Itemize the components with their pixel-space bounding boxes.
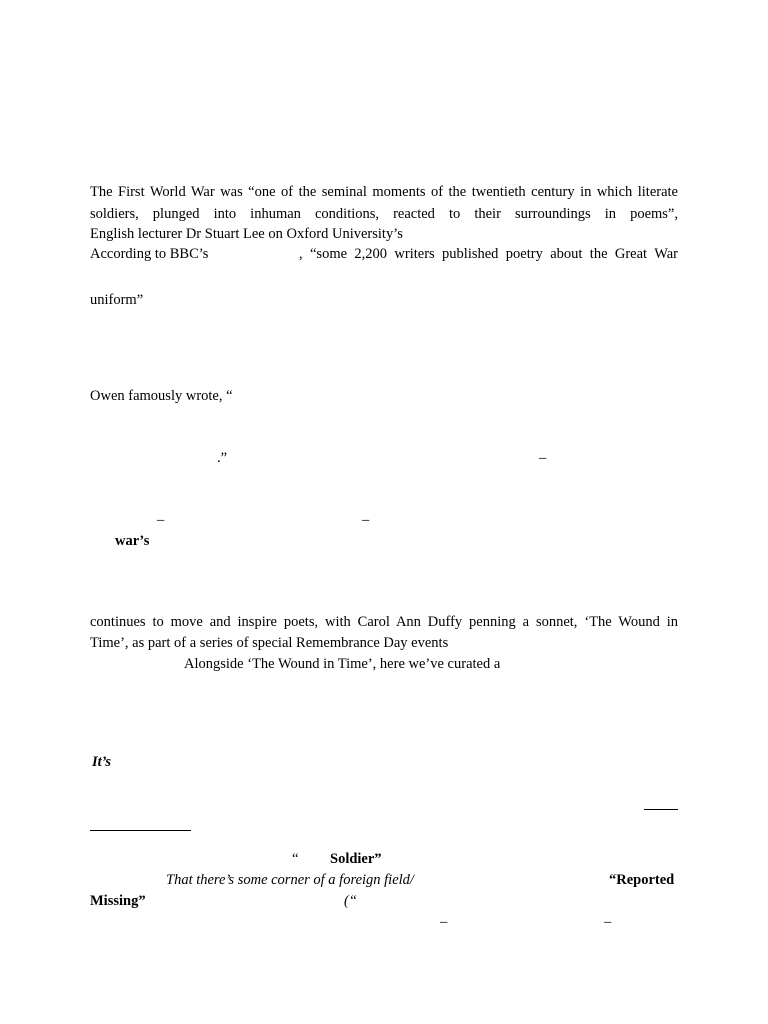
dash-3: – <box>362 512 370 528</box>
paragraph-1-line-1: The First World War was “one of the seminal moments of the twentieth century in which literate <box>90 184 678 200</box>
dash-5: – <box>604 914 612 930</box>
missing-title: Missing” <box>90 893 146 909</box>
owen-quote-intro: Owen famously wrote, “ <box>90 388 233 404</box>
paragraph-1-line-3: English lecturer Dr Stuart Lee on Oxford University’s <box>90 226 403 242</box>
dash-2: – <box>157 512 165 528</box>
paragraph-3-line-1: continues to move and inspire poets, with Carol Ann Duffy penning a sonnet, ‘The Wound in <box>90 614 678 630</box>
its-heading: It’s <box>92 754 112 770</box>
soldier-title: Soldier” <box>330 851 382 867</box>
soldier-open-quote: “ <box>292 851 299 867</box>
owen-quote-close: .” <box>217 450 228 466</box>
paragraph-3-line-2: Time’, as part of a series of special Remembrance Day events <box>90 635 449 651</box>
dash-4: – <box>440 914 448 930</box>
foreign-field-quote: That there’s some corner of a foreign field/ <box>166 872 414 888</box>
paragraph-1-line-4-start: According to BBC’s <box>90 246 209 262</box>
paragraph-1-line-5: uniform” <box>90 292 144 308</box>
paragraph-3-line-3: Alongside ‘The Wound in Time’, here we’ve curated a <box>184 656 501 672</box>
paragraph-1-line-2: soldiers, plunged into inhuman conditions, reacted to their surroundings in poems”, <box>90 206 678 222</box>
dash-1: – <box>539 450 547 466</box>
underline-rule-short <box>644 809 678 810</box>
underline-rule-long <box>90 830 191 831</box>
paren-open-quote: (“ <box>344 893 357 909</box>
reported-title: “Reported <box>609 872 675 888</box>
wars-word: war’s <box>115 533 150 549</box>
paragraph-1-line-4-end: , “some 2,200 writers published poetry about the Great War <box>299 246 678 262</box>
